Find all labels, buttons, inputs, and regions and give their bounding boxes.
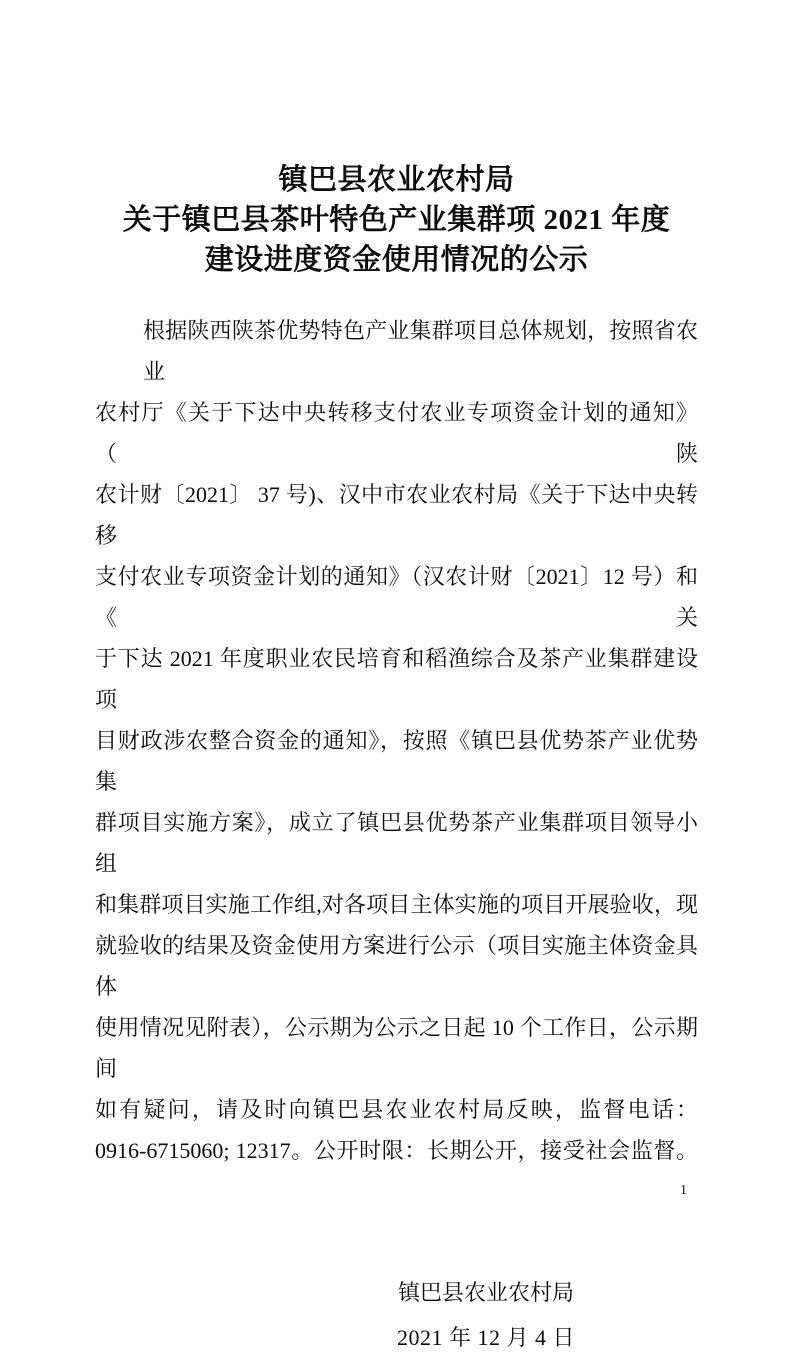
title-line-1: 镇巴县农业农村局 (278, 164, 515, 196)
signature-organization: 镇巴县农业农村局 (397, 1280, 574, 1305)
page-number: 1 (680, 1183, 687, 1198)
body-line: 使用情况见附表），公示期为公示之日起 10 个工作日，公示期间 (95, 1015, 698, 1081)
body-line: 农村厅《关于下达中央转移支付农业专项资金计划的通知》（陕 (95, 400, 698, 466)
body-line: 支付农业专项资金计划的通知》（汉农计财〔2021〕12 号）和《关 (95, 564, 698, 630)
body-line: 于下达 2021 年度职业农民培育和稻渔综合及茶产业集群建设项 (95, 646, 698, 712)
body-line: 根据陕西陕茶优势特色产业集群项目总体规划，按照省农业 (143, 318, 698, 384)
document-page (0, 160, 793, 1350)
body-line: 和集群项目实施工作组,对各项目主体实施的项目开展验收，现 (95, 892, 698, 917)
title-line-2: 关于镇巴县茶叶特色产业集群项 2021 年度 (122, 204, 671, 236)
body-line: 0916-6715060; 12317。公开时限：长期公开，接受社会监督。 (95, 1138, 698, 1163)
body-line: 群项目实施方案》，成立了镇巴县优势茶产业集群项目领导小组 (95, 810, 698, 876)
title-line-3: 建设进度资金使用情况的公示 (204, 244, 589, 276)
body-line: 如有疑问，请及时向镇巴县农业农村局反映，监督电话： (95, 1097, 698, 1122)
document-title (95, 160, 698, 280)
body-line: 农计财〔2021〕 37 号)、汉中市农业农村局《关于下达中央转移 (95, 482, 698, 548)
body-paragraph (95, 310, 698, 1171)
signature-date: 2021 年 12 月 4 日 (396, 1325, 575, 1350)
signature-block (386, 1270, 586, 1360)
body-line: 就验收的结果及资金使用方案进行公示（项目实施主体资金具体 (95, 933, 698, 999)
body-line: 目财政涉农整合资金的通知》，按照《镇巴县优势茶产业优势集 (95, 728, 698, 794)
